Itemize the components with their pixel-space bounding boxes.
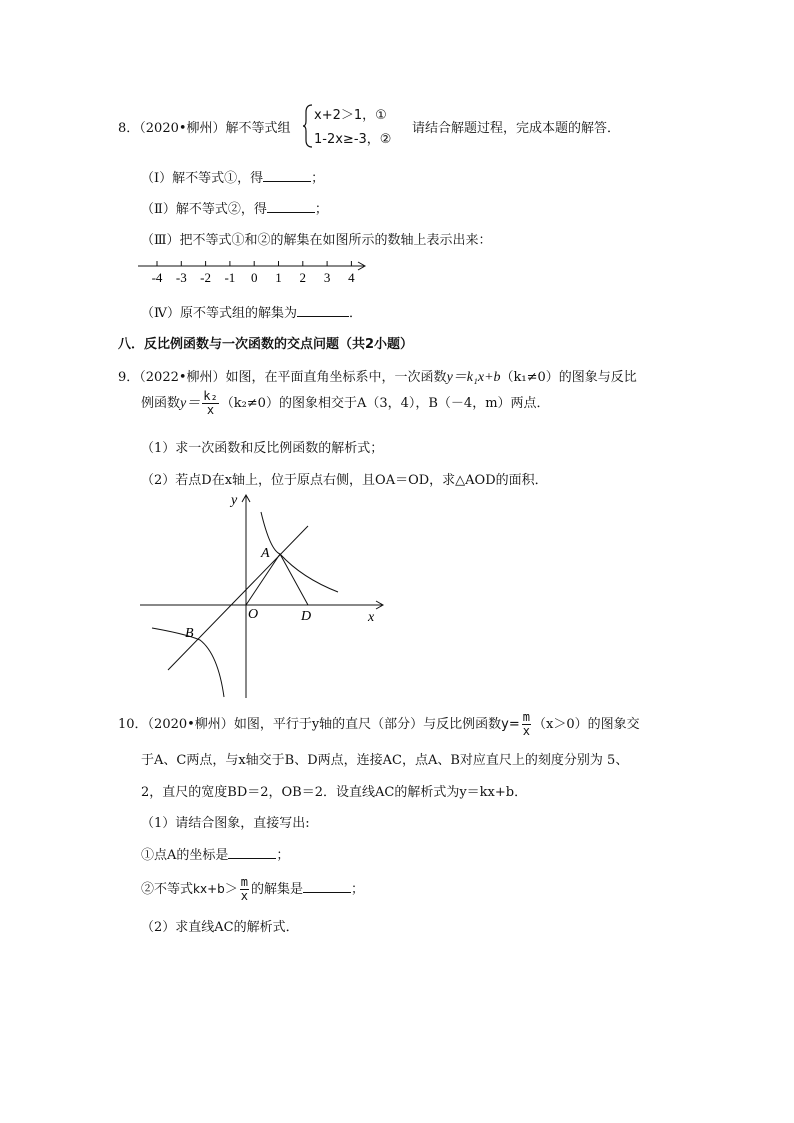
number-line-label: 4 (348, 270, 355, 285)
linear-function-line (168, 526, 308, 670)
answer-blank (267, 200, 315, 213)
q10-sub2-text: 的解集是 (251, 882, 304, 897)
q10-sub2 (141, 876, 364, 903)
q10-text: 如图，平行于y轴的直尺（部分）与反比例函数 (233, 717, 502, 732)
q8-part2 (141, 198, 328, 217)
q8-source: （2020•柳州） (139, 121, 226, 136)
q8-part3: （Ⅲ）把不等式①和②的解集在如图所示的数轴上表示出来： (141, 233, 492, 248)
q10-sub1-end: ； (276, 848, 290, 863)
greater-than-sign: ＞ (224, 882, 238, 897)
point-b-label: B (185, 626, 194, 641)
q9-text: 例函数 (141, 396, 181, 411)
q8-part4-end: ． (349, 306, 363, 321)
q10-number: 10． (118, 717, 148, 732)
q10-sub1 (141, 844, 289, 863)
fraction-k2-x (202, 390, 218, 417)
q10-sub2-end: ； (351, 882, 365, 897)
q10-sub1-text: ①点A的坐标是 (141, 848, 229, 863)
x-label: x (368, 610, 375, 625)
q10-text: （x＞0）的图象交 (533, 717, 640, 732)
q9-linear-eq: y＝k₁x+b (446, 370, 501, 385)
segment-ad (280, 554, 308, 605)
denominator: x (240, 889, 248, 903)
q10-sub2-text: ②不等式 (141, 882, 194, 897)
number-line-label: -2 (200, 270, 212, 285)
q9-line1 (118, 366, 637, 386)
q8-part4-text: （Ⅳ）原不等式组的解集为 (141, 306, 297, 321)
q9-text: （k₂≠0）的图象相交于 (220, 396, 357, 411)
q8-part4 (141, 302, 362, 321)
answer-blank (303, 880, 351, 893)
point-a-label: A (261, 546, 270, 561)
origin-label: O (248, 607, 259, 622)
section-title: 八．反比例函数与一次函数的交点问题（共2小题） (118, 337, 414, 352)
q8-part1 (141, 167, 324, 186)
answer-blank (297, 304, 349, 317)
numerator: m (522, 710, 530, 724)
q9-text: 如图，在平面直角坐标系中，一次函数 (225, 370, 447, 385)
segment-oa (246, 554, 280, 605)
q9-part1: （1）求一次函数和反比例函数的解析式； (141, 441, 384, 456)
q9-graph (134, 490, 394, 700)
q9-text: D在x轴上，位于原点右侧，且OA＝OD，求△AOD的面积． (201, 473, 548, 488)
q10-line1 (118, 711, 640, 738)
number-line (134, 254, 374, 286)
q10-line2: 于A、C两点，与x轴交于B、D两点，连接AC，点A、B对应直尺上的刻度分别为 5、 (141, 753, 629, 768)
hyperbola-branch-q1 (261, 512, 338, 592)
q8-line (118, 117, 291, 136)
number-line-label: -3 (175, 270, 187, 285)
q8-part2-end: ； (314, 202, 328, 217)
q10-line3: 2，直尺的宽度BD＝2，OB＝2．设直线AC的解析式为y＝kx+b． (141, 785, 528, 800)
denominator: x (522, 724, 530, 738)
numerator: k₂ (203, 389, 218, 403)
q8-number: 8． (118, 121, 140, 136)
fraction-m-x-small (240, 876, 249, 903)
q9-part2 (141, 469, 548, 488)
denominator: x (206, 403, 215, 417)
q9-text: （k₁≠0）的图象与反比 (500, 370, 637, 385)
q8-intro: 解不等式组 (225, 121, 291, 136)
number-line-label: 3 (323, 270, 331, 285)
y-label: y (231, 493, 238, 508)
brace-icon (302, 104, 314, 148)
number-line-label: 1 (275, 270, 282, 285)
inequality-1: x+2＞1，① (314, 108, 387, 123)
number-line-label: 0 (250, 270, 258, 285)
q8-part2-text: （Ⅱ）解不等式②，得 (141, 202, 267, 217)
q10-part1: （1）请结合图象，直接写出: (141, 816, 310, 831)
q9-text: （2）若点 (141, 473, 202, 488)
q9-y-eq: y＝ (180, 396, 201, 411)
q9-number: 9． (118, 370, 140, 385)
inequality-system (302, 104, 412, 148)
q9-points: A（3，4），B（－4，m）两点． (356, 396, 550, 411)
fraction-m-x (522, 711, 531, 738)
number-line-label: -1 (224, 270, 236, 285)
q10-part2: （2）求直线AC的解析式． (141, 920, 299, 935)
number-line-label: -4 (151, 270, 163, 285)
q10-linear-expr: kx+b (193, 882, 225, 896)
q8-tail: 请结合解题过程，完成本题的解答． (412, 121, 621, 136)
answer-blank (263, 169, 311, 182)
answer-blank (228, 846, 276, 859)
numerator: m (240, 875, 248, 889)
q10-source: （2020•柳州） (147, 717, 234, 732)
q8-part1-end: ； (311, 171, 325, 186)
q10-y-eq: y= (501, 717, 520, 732)
point-d-label: D (301, 609, 312, 624)
q9-source: （2022•柳州） (139, 370, 226, 385)
number-line-label: 2 (299, 270, 307, 285)
q9-line2 (141, 390, 550, 417)
q8-part1-text: （Ⅰ）解不等式①，得 (141, 171, 264, 186)
inequality-2: 1-2x≥-3，② (314, 132, 392, 147)
